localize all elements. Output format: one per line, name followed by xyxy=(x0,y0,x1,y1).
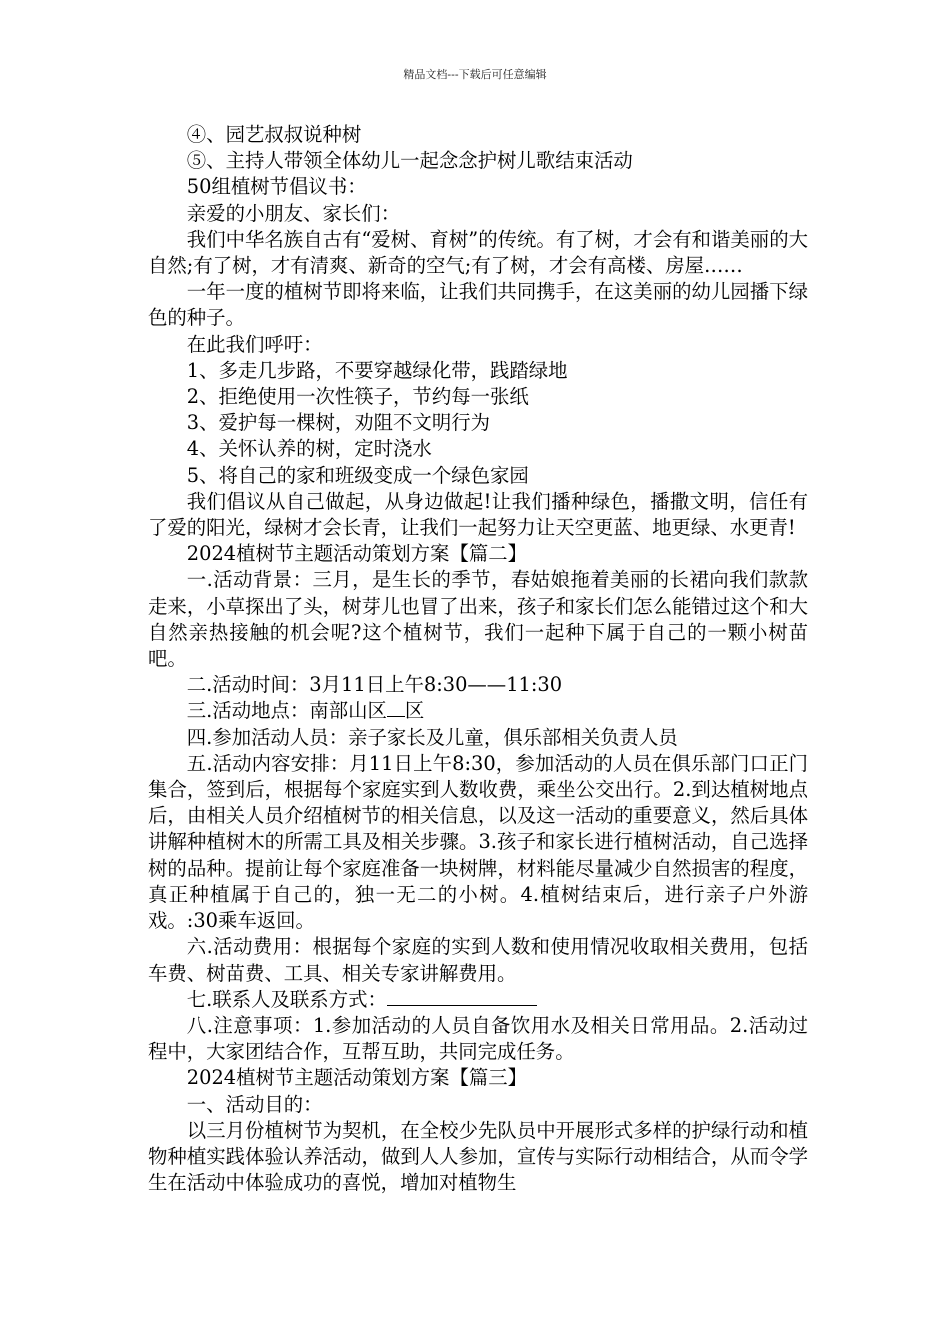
paragraph: 亲爱的小朋友、家长们： xyxy=(186,201,401,225)
paragraph: 我们倡议从自己做起，从身边做起!让我们播种绿色，播撒文明，信任有了爱的阳光，绿树才会长青，让我们一起努力让天空更蓝、地更绿、水更青! xyxy=(148,489,808,540)
paragraph: 一.活动背景：三月，是生长的季节，春姑娘拖着美丽的长裙向我们款款走来，小草探出了头，树芽儿也冒了出来，孩子和家长们怎么能错过这个和大自然亲热接触的机会呢?这个植树节，我们一起种下属于自己的一颗小树苗吧。 xyxy=(148,568,808,671)
fill-blank xyxy=(387,700,405,717)
paragraph: ④、园艺叔叔说种树 xyxy=(186,123,362,146)
paragraph: 在此我们呼吁： xyxy=(186,332,323,356)
paragraph-contact xyxy=(148,987,808,1013)
list-item: 2、拒绝使用一次性筷子，节约每一张纸 xyxy=(186,385,529,409)
paragraph: 我们中华名族自古有“爱树、育树”的传统。有了树，才会有和谐美丽的大自然;有了树，才有清爽、新奇的空气;有了树，才会有高楼、房屋…… xyxy=(148,227,808,278)
list-item: 4、关怀认养的树，定时浇水 xyxy=(186,437,432,461)
paragraph: 50组植树节倡议书： xyxy=(186,175,367,199)
paragraph: 以三月份植树节为契机，在全校少先队员中开展形式多样的护绿行动和植物种植实践体验认养活动，做到人人参加，宣传与实际行动相结合，从而令学生在活动中体验成功的喜悦，增加对植物生 xyxy=(148,1118,808,1195)
list-item: 5、将自己的家和班级变成一个绿色家园 xyxy=(186,463,529,487)
document-body xyxy=(148,122,808,1196)
section-heading: 2024植树节主题活动策划方案【篇三】 xyxy=(186,1066,528,1090)
page-header: 精品文档---下载后可任意编辑 xyxy=(403,68,547,81)
paragraph: ⑤、主持人带领全体幼儿一起念念护树儿歌结束活动 xyxy=(186,149,633,173)
fill-blank xyxy=(387,987,537,1006)
location-suffix: 区 xyxy=(404,699,425,723)
paragraph: 六.活动费用：根据每个家庭的实到人数和使用情况收取相关费用，包括车费、树苗费、工具、相关专家讲解费用。 xyxy=(148,935,808,985)
paragraph: 一、活动目的： xyxy=(186,1092,323,1116)
paragraph: 八.注意事项：1.参加活动的人员自备饮用水及相关日常用品。2.活动过程中，大家团结合作，互帮互助，共同完成任务。 xyxy=(148,1013,808,1064)
list-item: 3、爱护每一棵树，劝阻不文明行为 xyxy=(186,411,490,435)
contact-label: 七.联系人及联系方式： xyxy=(186,987,387,1011)
paragraph: 一年一度的植树节即将来临，让我们共同携手，在这美丽的幼儿园播下绿色的种子。 xyxy=(148,280,808,330)
list-item: 1、多走几步路，不要穿越绿化带，践踏绿地 xyxy=(186,358,568,382)
paragraph: 二.活动时间：3月11日上午8:30——11:30 xyxy=(186,673,563,697)
paragraph: 四.参加活动人员：亲子家长及儿童，俱乐部相关负责人员 xyxy=(186,725,678,749)
location-prefix: 三.活动地点：南部山区 xyxy=(186,699,387,723)
paragraph: 五.活动内容安排：月11日上午8:30，参加活动的人员在俱乐部门口正门集合，签到后，根据每个家庭实到人数收费，乘坐公交出行。2.到达植树地点后，由相关人员介绍植树节的相关信息，以及这一活动的重要意义，然后具体讲解种植树木的所需工具及相关步骤。3.孩子和家长进行植树活动，自己选择树的品种。提前让每个家庭准备一块树牌，材料能尽量减少自然损害的程度，真正种植属于自己的，独一无二的小树。4.植树结束后，进行亲子户外游戏。:30乘车返回。 xyxy=(148,751,808,933)
paragraph-location xyxy=(148,698,808,724)
section-heading: 2024植树节主题活动策划方案【篇二】 xyxy=(186,542,528,566)
